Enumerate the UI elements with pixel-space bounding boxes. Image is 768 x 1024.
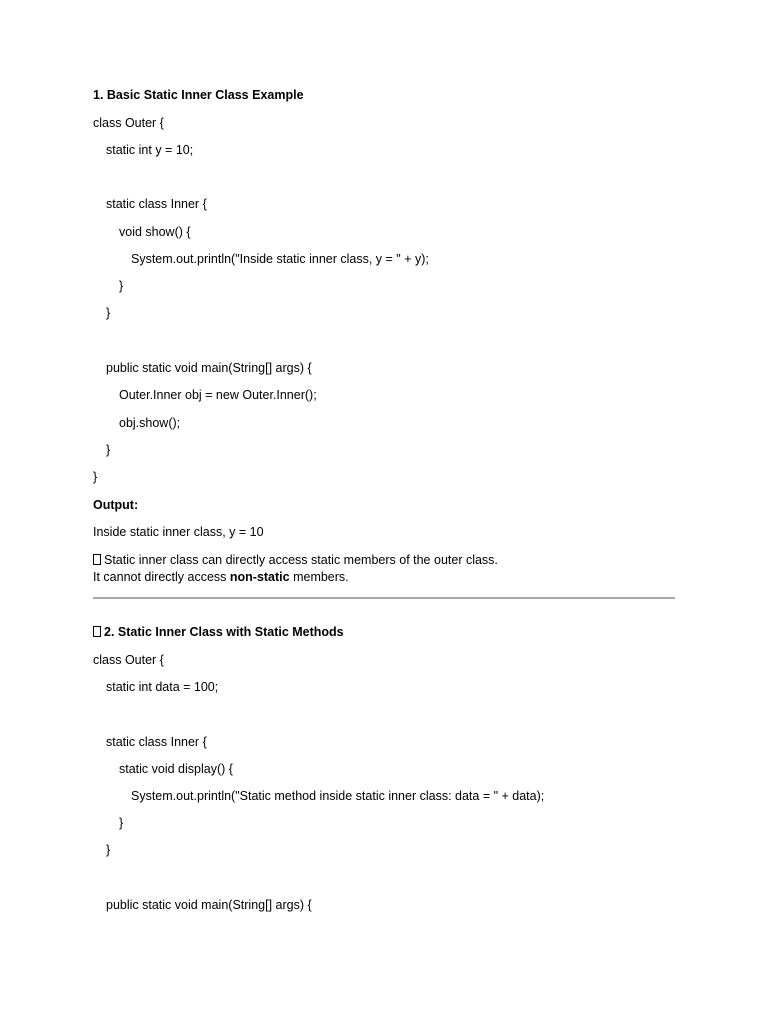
code-line: } [119,279,124,293]
code-line: } [106,443,111,457]
section-1-heading: 1. Basic Static Inner Class Example [93,88,304,102]
output-label: Output: [93,498,139,512]
code-line: static int y = 10; [106,143,194,157]
note-line-2 [93,570,349,585]
code-line: static void display() { [119,762,233,776]
note-prefix: It cannot directly access [93,570,230,584]
code-line: } [119,816,124,830]
code-line: public static void main(String[] args) { [106,361,312,375]
code-line: } [106,843,111,857]
code-line: System.out.println("Inside static inner class, y = " + y); [131,252,429,266]
note-suffix: members. [289,570,349,584]
note-line-1 [93,553,498,568]
code-line: static class Inner { [106,197,207,211]
note-emphasis: non-static [229,570,290,584]
missing-glyph-icon [93,626,101,637]
code-line: class Outer { [93,116,164,130]
code-line: public static void main(String[] args) { [106,898,312,912]
code-line: static class Inner { [106,735,207,749]
code-line: Outer.Inner obj = new Outer.Inner(); [119,388,317,402]
code-line: System.out.println("Static method inside static inner class: data = " + data); [131,789,545,803]
code-line: } [93,470,98,484]
code-line: static int data = 100; [106,680,219,694]
missing-glyph-icon [93,554,101,565]
horizontal-divider [93,597,675,599]
note-text: Static inner class can directly access static members of the outer class. [104,553,498,567]
output-value: Inside static inner class, y = 10 [93,525,264,539]
section-2-heading [93,625,344,640]
code-line: class Outer { [93,653,164,667]
code-line: void show() { [119,225,191,239]
section-2-heading-text: 2. Static Inner Class with Static Methods [104,625,344,639]
code-line: } [106,306,111,320]
code-line: obj.show(); [119,416,181,430]
